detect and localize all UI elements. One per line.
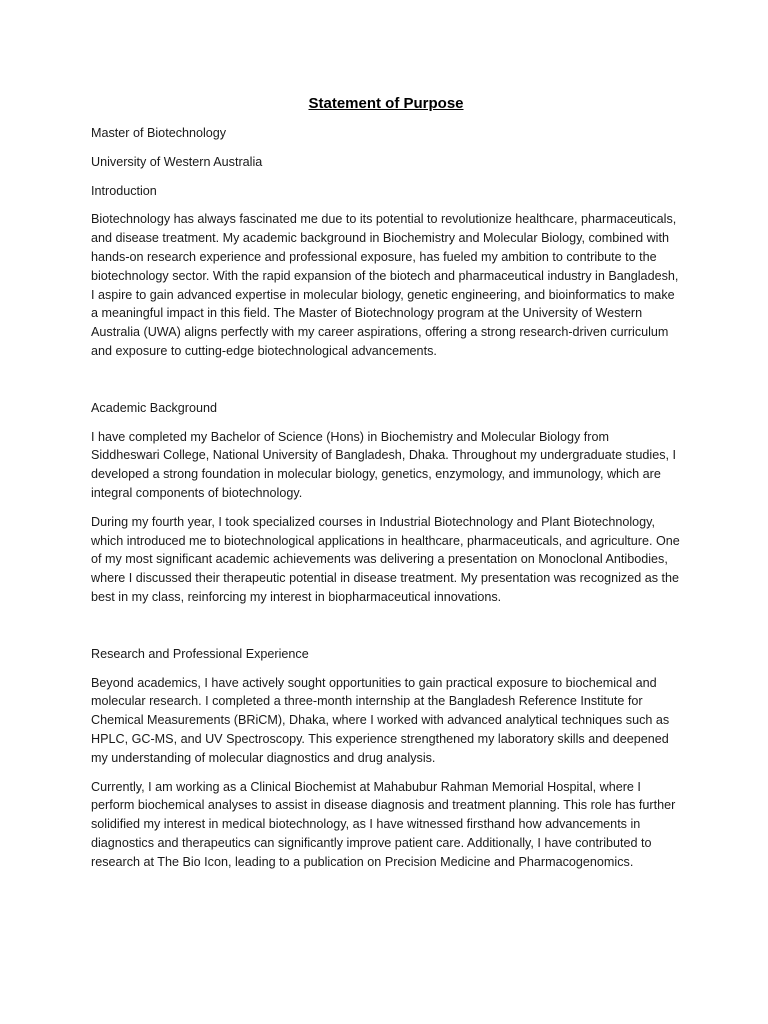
- academic-background-paragraph-2: During my fourth year, I took specialized courses in Industrial Biotechnology and Plant Biotechnology, which introduced me to biotechnological applications in healthcare, pharmaceuticals, and agriculture. One of my most significant academic achievements was delivering a presentation on Monoclonal Antibodies, where I discussed their therapeutic potential in disease treatment. My presentation was recognized as the best in my class, reinforcing my interest in biopharmaceutical innovations.: [91, 514, 680, 604]
- research-experience-paragraph-2: Currently, I am working as a Clinical Biochemist at Mahabubur Rahman Memorial Hospital, where I perform biochemical analyses to assist in disease diagnosis and treatment planning. This role has further solidified my interest in medical biotechnology, as I have witnessed firsthand how advancements in diagnostics and therapeutics can significantly improve patient care. Additionally, I have contributed to research at The Bio Icon, leading to a publication on Precision Medicine and Pharmacogenomics.: [91, 779, 676, 869]
- program-name: Master of Biotechnology: [91, 126, 227, 140]
- section-heading-academic-background: Academic Background: [91, 400, 218, 415]
- academic-background-paragraph-1: I have completed my Bachelor of Science (Hons) in Biochemistry and Molecular Biology from Siddheswari College, National University of Bangladesh, Dhaka. Throughout my undergraduate studies, I developed a strong foundation in molecular biology, genetics, enzymology, and immunology, which are integral components of biotechnology.: [91, 429, 677, 500]
- university-name: University of Western Australia: [91, 154, 263, 169]
- document-title: Statement of Purpose: [308, 95, 464, 112]
- document-body: [91, 94, 681, 882]
- section-heading-research-experience: Research and Professional Experience: [91, 646, 309, 661]
- research-experience-paragraph-1: Beyond academics, I have actively sought opportunities to gain practical exposure to biochemical and molecular research. I completed a three-month internship at the Bangladesh Reference Institute for Chemical Measurements (BRiCM), Dhaka, where I worked with advanced analytical techniques such as HPLC, GC-MS, and UV Spectroscopy. This experience strengthened my laboratory skills and deepened my understanding of molecular diagnostics and drug analysis.: [91, 675, 670, 765]
- introduction-paragraph: Biotechnology has always fascinated me due to its potential to revolutionize healthcare, pharmaceuticals, and disease treatment. My academic background in Biochemistry and Molecular Biology, combined with hands-on research experience and professional exposure, has fueled my ambition to contribute to the biotechnology sector. With the rapid expansion of the biotech and pharmaceutical industry in Bangladesh, I aspire to gain advanced expertise in molecular biology, genetic engineering, and bioinformatics to make a meaningful impact in this field. The Master of Biotechnology program at the University of Western Australia (UWA) aligns perfectly with my career aspirations, offering a strong research-driven curriculum and exposure to cutting-edge biotechnological advancements.: [91, 212, 679, 358]
- section-spacer: [91, 371, 681, 399]
- section-heading-introduction: Introduction: [91, 183, 157, 198]
- section-spacer: [91, 617, 681, 645]
